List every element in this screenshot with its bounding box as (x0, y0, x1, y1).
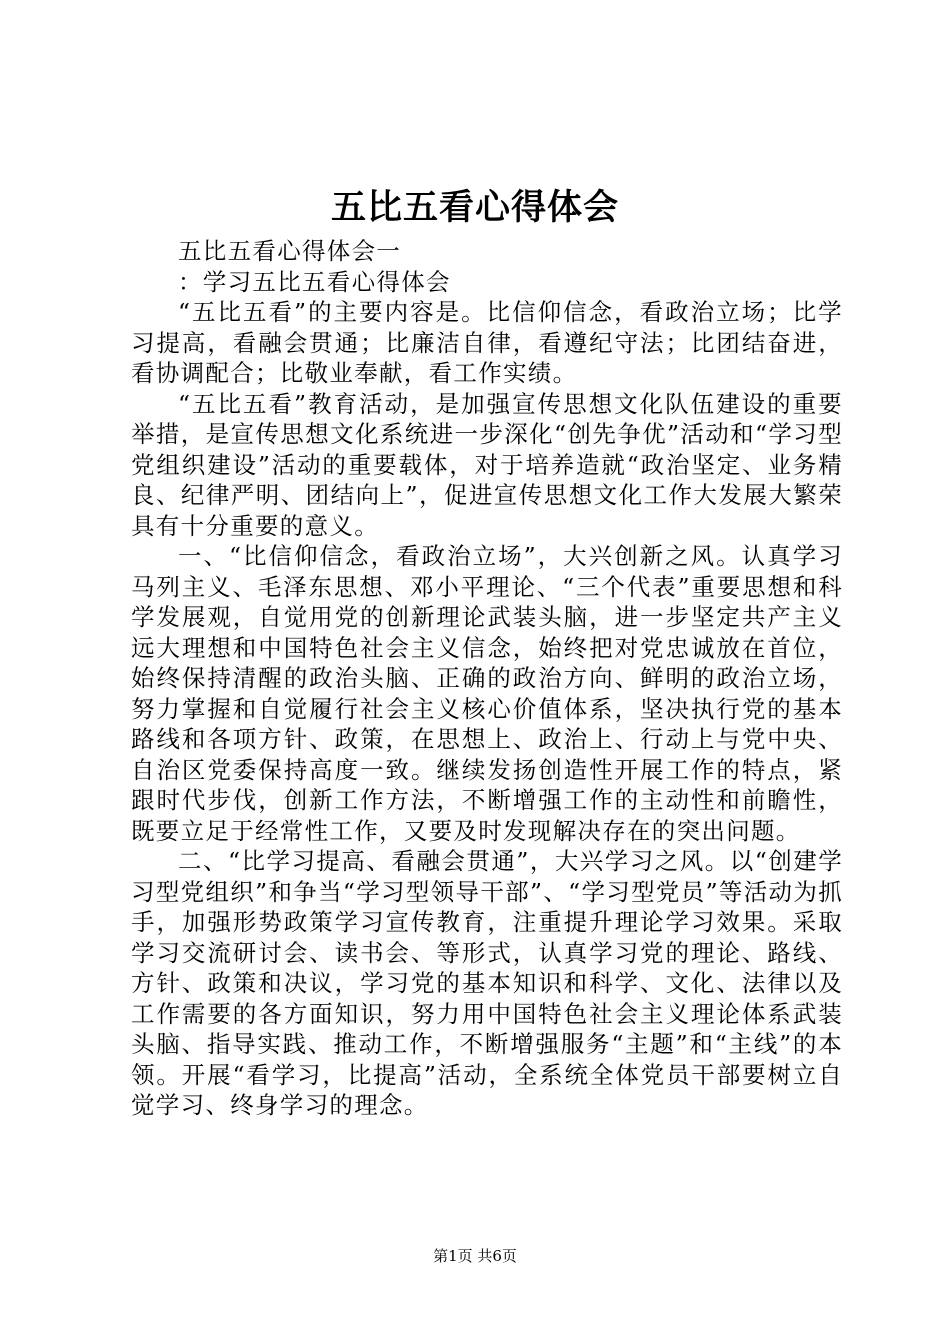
document-body (131, 236, 843, 1121)
content-paragraph: 一、“比信仰信念，看政治立场”，大兴创新之风。认真学习马列主义、毛泽东思想、邓小平理论、“三个代表”重要思想和科学发展观，自觉用党的创新理论武装头脑，进一步坚定共产主义远大理想和中国特色社会主义信念，始终把对党忠诚放在首位，始终保持清醒的政治头脑、正确的政治方向、鲜明的政治立场，努力掌握和自觉履行社会主义核心价值体系，坚决执行党的基本路线和各项方针、政策，在思想上、政治上、行动上与党中央、自治区党委保持高度一致。继续发扬创造性开展工作的特点，紧跟时代步伐，创新工作方法，不断增强工作的主动性和前瞻性，既要立足于经常性工作，又要及时发现解决存在的突出问题。 (131, 542, 843, 845)
content-paragraph: “五比五看”的主要内容是。比信仰信念，看政治立场；比学习提高，看融会贯通；比廉洁自律，看遵纪守法；比团结奋进，看协调配合；比敬业奉献，看工作实绩。 (131, 298, 843, 387)
section-heading-paragraph: ：学习五比五看心得体会 (178, 267, 451, 296)
page-footer: 第1页 共6页 (433, 1247, 517, 1265)
content-paragraph: “五比五看”教育活动，是加强宣传思想文化队伍建设的重要举措，是宣传思想文化系统进一步深化“创先争优”活动和“学习型党组织建设”活动的重要载体，对于培养造就“政治坚定、业务精良、纪律严明、团结向上”，促进宣传思想文化工作大发展大繁荣具有十分重要的意义。 (131, 389, 843, 540)
document-title: 五比五看心得体会 (330, 187, 619, 228)
content-paragraph: 二、“比学习提高、看融会贯通”，大兴学习之风。以“创建学习型党组织”和争当“学习型领导干部”、“学习型党员”等活动为抓手，加强形势政策学习宣传教育，注重提升理论学习效果。采取学习交流研讨会、读书会、等形式，认真学习党的理论、路线、方针、政策和决议，学习党的基本知识和科学、文化、法律以及工作需要的各方面知识，努力用中国特色社会主义理论体系武装头脑、指导实践、推动工作，不断增强服务“主题”和“主线”的本领。开展“看学习，比提高”活动，全系统全体党员干部要树立自觉学习、终身学习的理念。 (131, 847, 843, 1119)
subtitle-paragraph: 五比五看心得体会一 (178, 237, 402, 265)
